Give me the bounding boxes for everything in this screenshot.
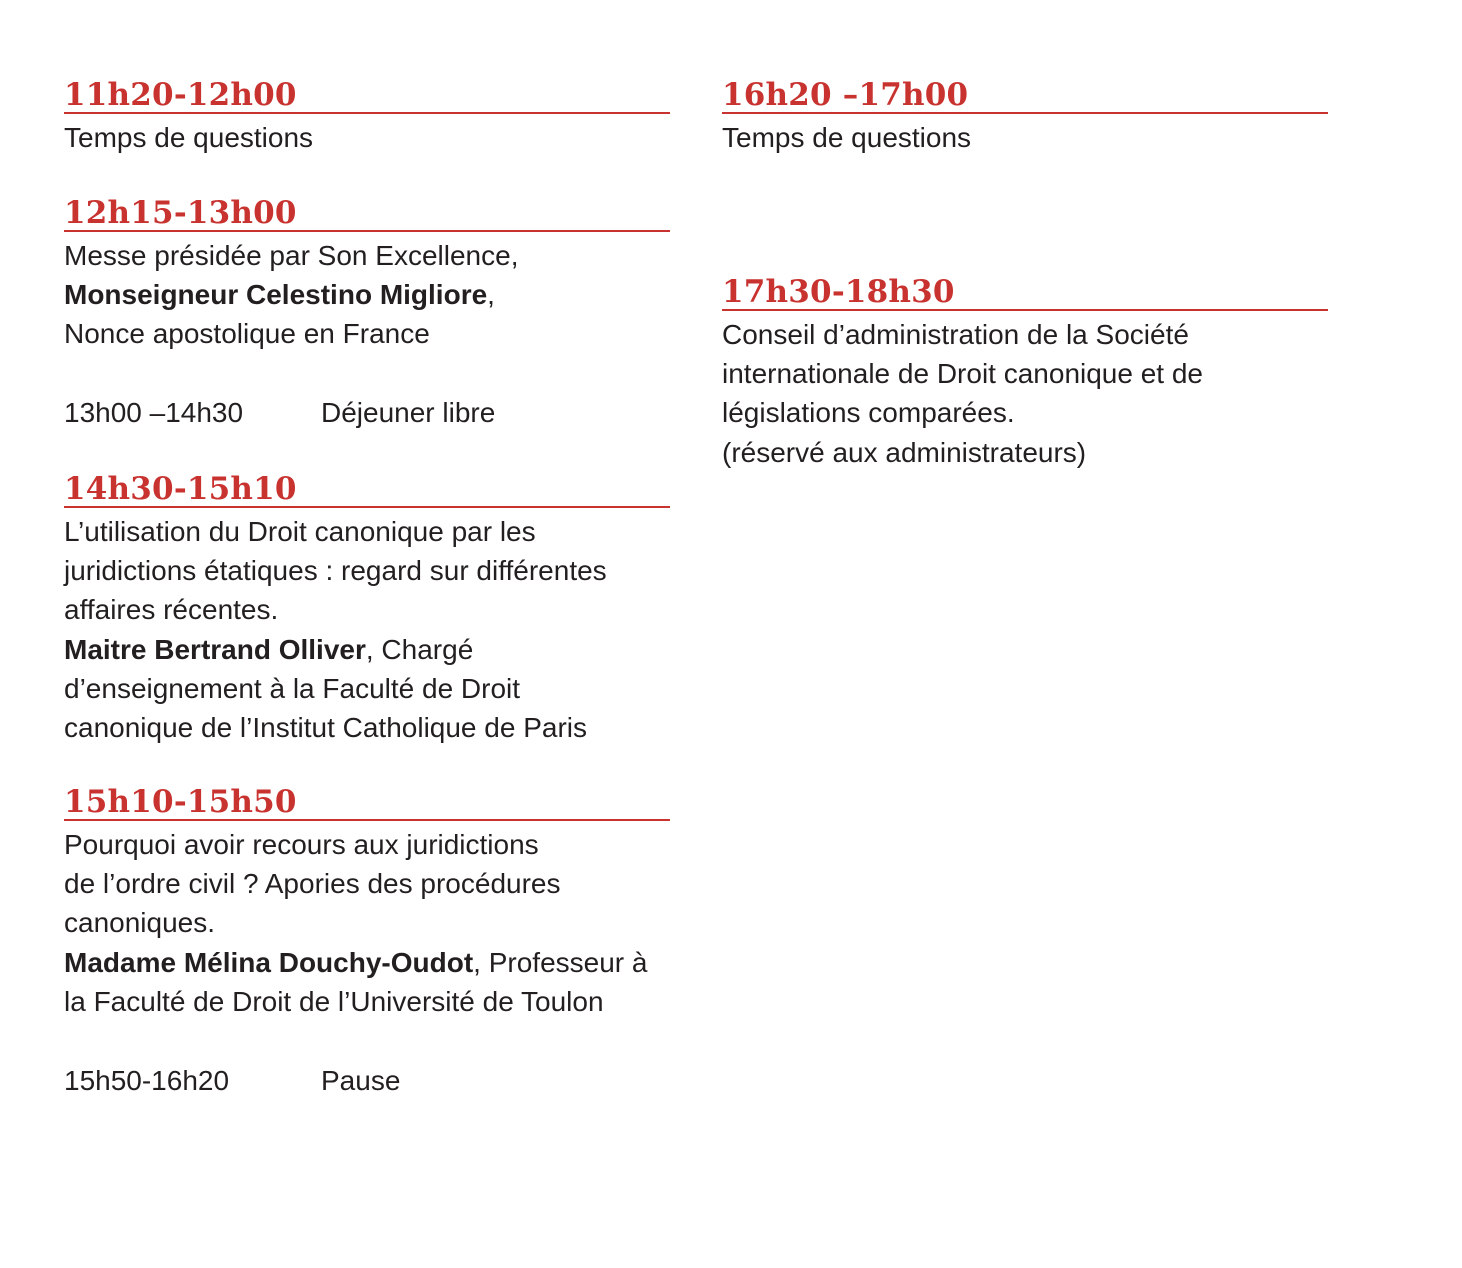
speaker-name: Maitre Bertrand Olliver bbox=[64, 633, 366, 665]
description-line: législations comparées. bbox=[722, 397, 1015, 429]
description-line: juridictions étatiques : regard sur différentes bbox=[64, 555, 607, 587]
session-time-heading: 17h30-18h30 bbox=[722, 275, 1328, 311]
description-line: Pourquoi avoir recours aux juridictions bbox=[64, 829, 539, 860]
speaker-line bbox=[64, 630, 670, 669]
speaker-title: , bbox=[487, 279, 495, 311]
speaker-line bbox=[64, 943, 670, 982]
session-description bbox=[64, 512, 670, 747]
session-time-heading: 11h20-12h00 bbox=[64, 78, 670, 114]
description-line: Messe présidée par Son Excellence, bbox=[64, 240, 519, 271]
speaker-title: , Chargé bbox=[365, 633, 474, 665]
session-description bbox=[722, 315, 1328, 472]
session-description bbox=[64, 825, 670, 1021]
description-line: (réservé aux administrateurs) bbox=[722, 436, 1087, 468]
description-line: Nonce apostolique en France bbox=[64, 318, 430, 350]
break-label: Pause bbox=[321, 1065, 401, 1096]
break-label: Déjeuner libre bbox=[321, 397, 496, 428]
description-line: internationale de Droit canonique et de bbox=[722, 358, 1204, 390]
session-time-heading: 14h30-15h10 bbox=[64, 472, 670, 508]
description-line: canoniques. bbox=[64, 907, 216, 939]
speaker-title: , Professeur à bbox=[473, 946, 648, 978]
speaker-name: Monseigneur Celestino Migliore bbox=[64, 279, 488, 311]
session-description bbox=[722, 118, 1328, 157]
description-line: Conseil d’administration de la Société bbox=[722, 319, 1189, 350]
speaker-name: Madame Mélina Douchy-Oudot bbox=[64, 946, 474, 978]
description-line: Temps de questions bbox=[722, 122, 972, 153]
description-line: L’utilisation du Droit canonique par les bbox=[64, 516, 536, 547]
break-time: 13h00 –14h30 bbox=[64, 397, 244, 428]
break-time: 15h50-16h20 bbox=[64, 1065, 230, 1096]
description-line: affaires récentes. bbox=[64, 594, 279, 626]
break-row bbox=[64, 1061, 670, 1100]
session-time-heading: 16h20 –17h00 bbox=[722, 78, 1328, 114]
session-description bbox=[64, 118, 670, 157]
description-line: de l’ordre civil ? Apories des procédures bbox=[64, 868, 561, 900]
session-description bbox=[64, 236, 670, 354]
description-line: canonique de l’Institut Catholique de Paris bbox=[64, 712, 588, 744]
session-time-heading: 12h15-13h00 bbox=[64, 196, 670, 232]
break-row bbox=[64, 393, 670, 432]
session-time-heading: 15h10-15h50 bbox=[64, 785, 670, 821]
description-line: d’enseignement à la Faculté de Droit bbox=[64, 672, 521, 704]
description-line: la Faculté de Droit de l’Université de Toulon bbox=[64, 985, 604, 1017]
speaker-line bbox=[64, 275, 670, 314]
description-line: Temps de questions bbox=[64, 122, 314, 153]
